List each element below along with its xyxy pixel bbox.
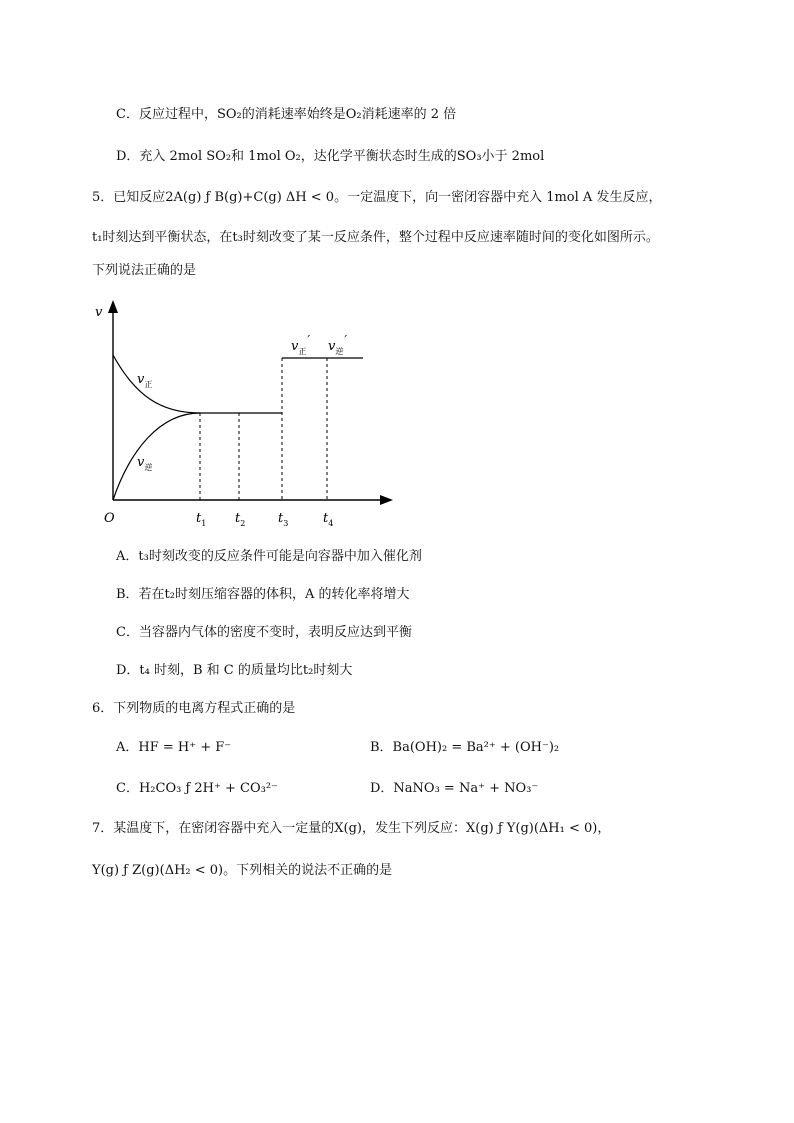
q5-stem-line1: 5．已知反应2A(g) ƒ B(g)+C(g) ΔH < 0。一定温度下，向一密闭容器中充入 1mol A 发生反应， bbox=[92, 190, 662, 205]
tick-label-t3: $t_3$ bbox=[278, 511, 289, 528]
q7-stem-line1: 7．某温度下，在密闭容器中充入一定量的X(g)，发生下列反应：X(g) ƒ Y(g)(ΔH₁ < 0)， bbox=[92, 821, 611, 836]
q4-option-c: C．反应过程中，SO₂的消耗速率始终是O₂消耗速率的 2 倍 bbox=[116, 107, 457, 122]
label-v-forward-prime: $v_正'$ bbox=[291, 333, 311, 356]
q6-option-b: B．Ba(OH)₂ = Ba²⁺ + (OH⁻)₂ bbox=[370, 740, 560, 755]
q7-stem-line2: Y(g) ƒ Z(g)(ΔH₂ < 0)。下列相关的说法不正确的是 bbox=[92, 863, 393, 878]
x-axis-arrow bbox=[380, 495, 393, 505]
tick-label-t4: $t_4$ bbox=[323, 511, 334, 528]
y-axis-arrow bbox=[108, 300, 118, 313]
q6-stem: 6．下列物质的电离方程式正确的是 bbox=[92, 701, 296, 716]
series-label-v-forward: $v_正$ bbox=[137, 372, 153, 389]
y-axis-label: v bbox=[95, 305, 103, 320]
q4-option-d: D．充入 2mol SO₂和 1mol O₂，达化学平衡状态时生成的SO₃小于 2mol bbox=[116, 149, 545, 164]
tick-label-t2: $t_2$ bbox=[235, 511, 246, 528]
q6-option-d: D．NaNO₃ = Na⁺ + NO₃⁻ bbox=[370, 781, 539, 796]
q5-option-d: D．t₄ 时刻，B 和 C 的质量均比t₂时刻大 bbox=[116, 663, 353, 678]
origin-label: O bbox=[104, 511, 115, 526]
q6-option-c: C．H₂CO₃ ƒ 2H⁺ + CO₃²⁻ bbox=[116, 781, 278, 796]
q5-stem-line3: 下列说法正确的是 bbox=[92, 263, 197, 278]
q5-stem-line2: t₁时刻达到平衡状态，在t₃时刻改变了某一反应条件，整个过程中反应速率随时间的变化如图所示。 bbox=[92, 230, 659, 245]
q6-option-a: A．HF = H⁺ + F⁻ bbox=[116, 740, 232, 755]
q5-option-c: C．当容器内气体的密度不变时，表明反应达到平衡 bbox=[116, 625, 412, 640]
series-v-forward-curve bbox=[113, 355, 200, 413]
series-label-v-reverse: $v_逆$ bbox=[137, 455, 153, 472]
series-v-reverse-curve bbox=[113, 413, 200, 500]
q5-option-b: B．若在t₂时刻压缩容器的体积，A 的转化率将增大 bbox=[116, 587, 410, 602]
q5-option-a: A．t₃时刻改变的反应条件可能是向容器中加入催化剂 bbox=[116, 549, 422, 564]
label-v-reverse-prime: $v_逆'$ bbox=[328, 333, 348, 356]
tick-label-t1: $t_1$ bbox=[196, 511, 207, 528]
